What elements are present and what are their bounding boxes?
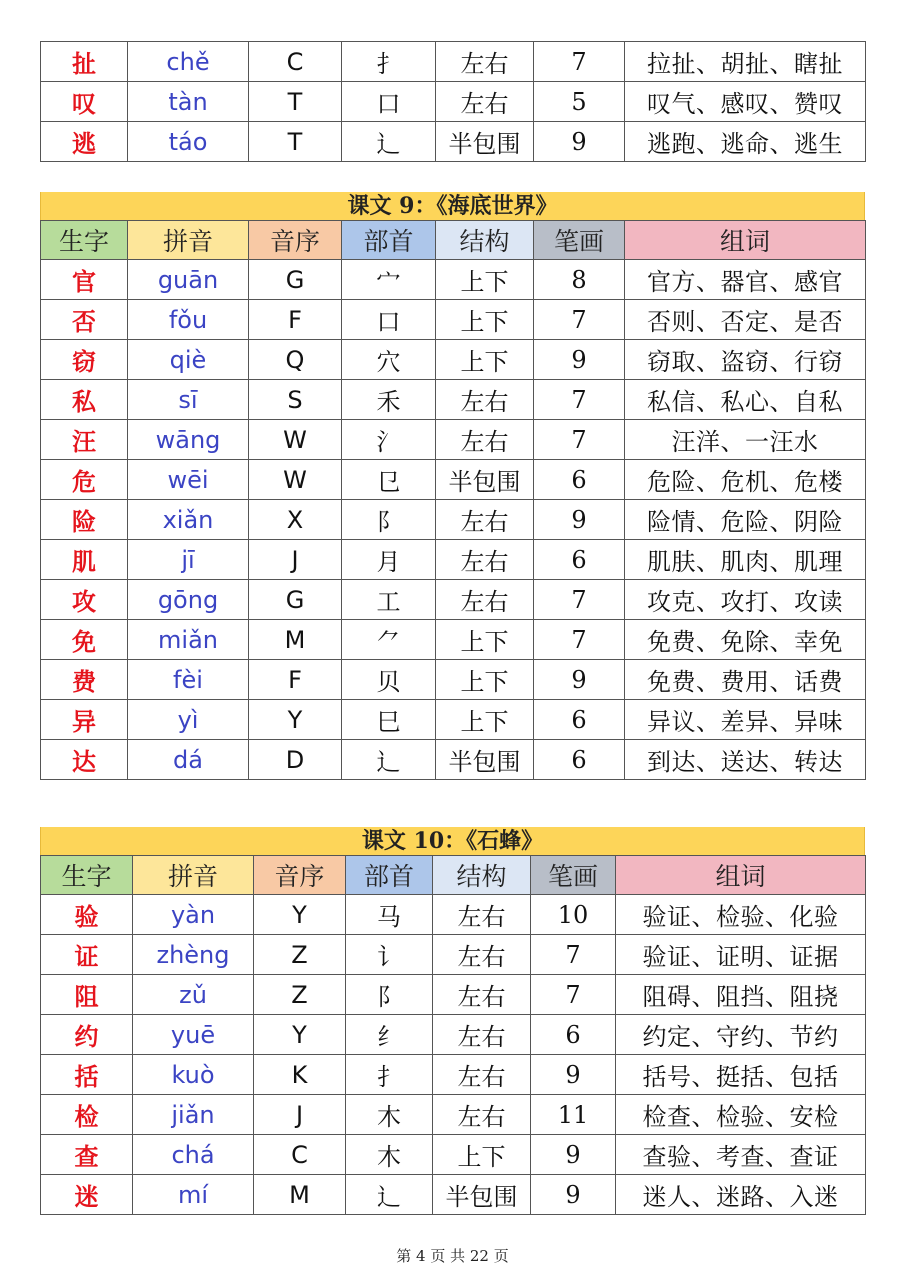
strokes-cell: 7 xyxy=(534,620,625,660)
words-cell: 检查、检验、安检 xyxy=(616,1095,866,1135)
header-radical: 部首 xyxy=(342,221,436,260)
radical-cell: 木 xyxy=(346,1095,433,1135)
lesson9-row xyxy=(41,340,866,380)
structure-cell: 左右 xyxy=(433,1095,531,1135)
lesson9-row xyxy=(41,420,866,460)
char-cell: 汪 xyxy=(41,420,128,460)
strokes-cell: 6 xyxy=(534,740,625,780)
top-table xyxy=(40,41,866,162)
strokes-cell: 7 xyxy=(534,380,625,420)
char-cell: 检 xyxy=(41,1095,133,1135)
radical-cell: 马 xyxy=(346,895,433,935)
pinyin-cell: kuò xyxy=(133,1055,254,1095)
pinyin-cell: táo xyxy=(128,122,249,162)
structure-cell: 半包围 xyxy=(436,740,534,780)
pinyin-cell: gōng xyxy=(128,580,249,620)
strokes-cell: 8 xyxy=(534,260,625,300)
order-cell: Q xyxy=(249,340,342,380)
strokes-cell: 6 xyxy=(531,1015,616,1055)
pinyin-cell: jī xyxy=(128,540,249,580)
words-cell: 括号、挺括、包括 xyxy=(616,1055,866,1095)
structure-cell: 半包围 xyxy=(436,122,534,162)
radical-cell: 口 xyxy=(342,300,436,340)
lesson9-row xyxy=(41,740,866,780)
pinyin-cell: guān xyxy=(128,260,249,300)
pinyin-cell: chě xyxy=(128,42,249,82)
char-cell: 阻 xyxy=(41,975,133,1015)
radical-cell: 禾 xyxy=(342,380,436,420)
words-cell: 验证、检验、化验 xyxy=(616,895,866,935)
pinyin-cell: miǎn xyxy=(128,620,249,660)
words-cell: 否则、否定、是否 xyxy=(625,300,866,340)
order-cell: Y xyxy=(249,700,342,740)
words-cell: 阻碍、阻挡、阻挠 xyxy=(616,975,866,1015)
lesson10-row xyxy=(41,935,866,975)
order-cell: Y xyxy=(254,1015,346,1055)
strokes-cell: 7 xyxy=(534,580,625,620)
lesson10-title: 课文 10：《石蜂》 xyxy=(40,827,865,855)
words-cell: 免费、免除、幸免 xyxy=(625,620,866,660)
structure-cell: 上下 xyxy=(436,300,534,340)
lesson10-row xyxy=(41,1095,866,1135)
strokes-cell: 9 xyxy=(534,340,625,380)
lesson9-row xyxy=(41,460,866,500)
pinyin-cell: dá xyxy=(128,740,249,780)
radical-cell: 月 xyxy=(342,540,436,580)
char-cell: 官 xyxy=(41,260,128,300)
lesson9-row xyxy=(41,260,866,300)
radical-cell: 工 xyxy=(342,580,436,620)
header-pinyin: 拼音 xyxy=(128,221,249,260)
order-cell: Y xyxy=(254,895,346,935)
words-cell: 险情、危险、阴险 xyxy=(625,500,866,540)
words-cell: 汪洋、一汪水 xyxy=(625,420,866,460)
structure-cell: 左右 xyxy=(433,1015,531,1055)
strokes-cell: 11 xyxy=(531,1095,616,1135)
words-cell: 免费、费用、话费 xyxy=(625,660,866,700)
order-cell: M xyxy=(249,620,342,660)
pinyin-cell: qiè xyxy=(128,340,249,380)
pinyin-cell: tàn xyxy=(128,82,249,122)
strokes-cell: 6 xyxy=(534,700,625,740)
pinyin-cell: sī xyxy=(128,380,249,420)
words-cell: 攻克、攻打、攻读 xyxy=(625,580,866,620)
radical-cell: 讠 xyxy=(346,935,433,975)
top-table-row xyxy=(41,122,866,162)
pinyin-cell: mí xyxy=(133,1175,254,1215)
order-cell: D xyxy=(249,740,342,780)
header-strokes: 笔画 xyxy=(531,856,616,895)
words-cell: 窃取、盗窃、行窃 xyxy=(625,340,866,380)
structure-cell: 上下 xyxy=(436,700,534,740)
char-cell: 私 xyxy=(41,380,128,420)
header-words: 组词 xyxy=(625,221,866,260)
structure-cell: 左右 xyxy=(436,500,534,540)
char-cell: 窃 xyxy=(41,340,128,380)
char-cell: 免 xyxy=(41,620,128,660)
char-cell: 扯 xyxy=(41,42,128,82)
order-cell: X xyxy=(249,500,342,540)
header-strokes: 笔画 xyxy=(534,221,625,260)
char-cell: 括 xyxy=(41,1055,133,1095)
strokes-cell: 6 xyxy=(534,540,625,580)
structure-cell: 左右 xyxy=(433,895,531,935)
structure-cell: 上下 xyxy=(436,660,534,700)
words-cell: 逃跑、逃命、逃生 xyxy=(625,122,866,162)
lesson10-row xyxy=(41,1175,866,1215)
char-cell: 险 xyxy=(41,500,128,540)
order-cell: T xyxy=(249,82,342,122)
char-cell: 叹 xyxy=(41,82,128,122)
radical-cell: 辶 xyxy=(342,740,436,780)
words-cell: 拉扯、胡扯、瞎扯 xyxy=(625,42,866,82)
structure-cell: 上下 xyxy=(436,620,534,660)
header-char: 生字 xyxy=(41,856,133,895)
radical-cell: 巳 xyxy=(342,700,436,740)
char-cell: 约 xyxy=(41,1015,133,1055)
header-words: 组词 xyxy=(616,856,866,895)
pinyin-cell: yuē xyxy=(133,1015,254,1055)
lesson9-title: 课文 9：《海底世界》 xyxy=(40,192,865,220)
strokes-cell: 7 xyxy=(534,300,625,340)
lesson9-row xyxy=(41,580,866,620)
pinyin-cell: fèi xyxy=(128,660,249,700)
words-cell: 查验、考查、查证 xyxy=(616,1135,866,1175)
order-cell: S xyxy=(249,380,342,420)
char-cell: 迷 xyxy=(41,1175,133,1215)
pinyin-cell: fǒu xyxy=(128,300,249,340)
pinyin-cell: xiǎn xyxy=(128,500,249,540)
order-cell: J xyxy=(254,1095,346,1135)
order-cell: C xyxy=(249,42,342,82)
radical-cell: 穴 xyxy=(342,340,436,380)
structure-cell: 左右 xyxy=(436,82,534,122)
radical-cell: 阝 xyxy=(346,975,433,1015)
strokes-cell: 6 xyxy=(534,460,625,500)
header-pinyin: 拼音 xyxy=(133,856,254,895)
page-footer: 第 4 页 共 22 页 xyxy=(396,1247,509,1265)
structure-cell: 左右 xyxy=(436,380,534,420)
lesson9-row xyxy=(41,500,866,540)
order-cell: F xyxy=(249,660,342,700)
header-char: 生字 xyxy=(41,221,128,260)
lesson9-row xyxy=(41,300,866,340)
words-cell: 异议、差异、异味 xyxy=(625,700,866,740)
pinyin-cell: wēi xyxy=(128,460,249,500)
words-cell: 叹气、感叹、赞叹 xyxy=(625,82,866,122)
words-cell: 到达、送达、转达 xyxy=(625,740,866,780)
order-cell: K xyxy=(254,1055,346,1095)
strokes-cell: 9 xyxy=(534,500,625,540)
radical-cell: 贝 xyxy=(342,660,436,700)
order-cell: G xyxy=(249,260,342,300)
words-cell: 危险、危机、危楼 xyxy=(625,460,866,500)
structure-cell: 左右 xyxy=(436,420,534,460)
strokes-cell: 9 xyxy=(534,660,625,700)
structure-cell: 上下 xyxy=(436,340,534,380)
radical-cell: 㔾 xyxy=(342,460,436,500)
strokes-cell: 10 xyxy=(531,895,616,935)
pinyin-cell: wāng xyxy=(128,420,249,460)
strokes-cell: 7 xyxy=(534,420,625,460)
top-table-row xyxy=(41,42,866,82)
pinyin-cell: zǔ xyxy=(133,975,254,1015)
lesson10-header-row xyxy=(41,856,866,895)
lesson10-row xyxy=(41,975,866,1015)
structure-cell: 左右 xyxy=(433,1055,531,1095)
pinyin-cell: yàn xyxy=(133,895,254,935)
header-radical: 部首 xyxy=(346,856,433,895)
radical-cell: 辶 xyxy=(346,1175,433,1215)
strokes-cell: 9 xyxy=(531,1175,616,1215)
lesson10-table-body xyxy=(41,895,866,1215)
lesson9-row xyxy=(41,700,866,740)
words-cell: 验证、证明、证据 xyxy=(616,935,866,975)
char-cell: 达 xyxy=(41,740,128,780)
header-order: 音序 xyxy=(254,856,346,895)
words-cell: 私信、私心、自私 xyxy=(625,380,866,420)
lesson10-row xyxy=(41,895,866,935)
order-cell: C xyxy=(254,1135,346,1175)
radical-cell: 宀 xyxy=(342,260,436,300)
order-cell: W xyxy=(249,460,342,500)
char-cell: 攻 xyxy=(41,580,128,620)
pinyin-cell: chá xyxy=(133,1135,254,1175)
structure-cell: 半包围 xyxy=(433,1175,531,1215)
structure-cell: 左右 xyxy=(436,42,534,82)
top-table-body xyxy=(41,42,866,162)
structure-cell: 左右 xyxy=(436,580,534,620)
char-cell: 肌 xyxy=(41,540,128,580)
header-order: 音序 xyxy=(249,221,342,260)
char-cell: 查 xyxy=(41,1135,133,1175)
order-cell: M xyxy=(254,1175,346,1215)
lesson10-row xyxy=(41,1135,866,1175)
strokes-cell: 7 xyxy=(534,42,625,82)
lesson10-block xyxy=(40,827,865,1215)
words-cell: 官方、器官、感官 xyxy=(625,260,866,300)
header-structure: 结构 xyxy=(436,221,534,260)
order-cell: F xyxy=(249,300,342,340)
char-cell: 逃 xyxy=(41,122,128,162)
strokes-cell: 9 xyxy=(534,122,625,162)
strokes-cell: 7 xyxy=(531,935,616,975)
lesson10-row xyxy=(41,1015,866,1055)
pinyin-cell: yì xyxy=(128,700,249,740)
order-cell: J xyxy=(249,540,342,580)
structure-cell: 左右 xyxy=(436,540,534,580)
words-cell: 迷人、迷路、入迷 xyxy=(616,1175,866,1215)
char-cell: 费 xyxy=(41,660,128,700)
lesson10-table xyxy=(40,855,866,1215)
pinyin-cell: jiǎn xyxy=(133,1095,254,1135)
words-cell: 肌肤、肌肉、肌理 xyxy=(625,540,866,580)
lesson9-table-body xyxy=(41,260,866,780)
header-structure: 结构 xyxy=(433,856,531,895)
structure-cell: 上下 xyxy=(436,260,534,300)
lesson9-row xyxy=(41,660,866,700)
top-table-row xyxy=(41,82,866,122)
structure-cell: 左右 xyxy=(433,935,531,975)
lesson9-row xyxy=(41,380,866,420)
radical-cell: ⺈ xyxy=(342,620,436,660)
structure-cell: 左右 xyxy=(433,975,531,1015)
radical-cell: 扌 xyxy=(342,42,436,82)
order-cell: T xyxy=(249,122,342,162)
strokes-cell: 7 xyxy=(531,975,616,1015)
structure-cell: 半包围 xyxy=(436,460,534,500)
lesson9-header-row xyxy=(41,221,866,260)
radical-cell: 口 xyxy=(342,82,436,122)
lesson9-row xyxy=(41,540,866,580)
lesson10-row xyxy=(41,1055,866,1095)
order-cell: Z xyxy=(254,975,346,1015)
radical-cell: 木 xyxy=(346,1135,433,1175)
char-cell: 验 xyxy=(41,895,133,935)
order-cell: G xyxy=(249,580,342,620)
radical-cell: 氵 xyxy=(342,420,436,460)
order-cell: Z xyxy=(254,935,346,975)
char-cell: 异 xyxy=(41,700,128,740)
lesson9-block xyxy=(40,192,865,780)
lesson9-row xyxy=(41,620,866,660)
lesson9-table xyxy=(40,220,866,780)
char-cell: 危 xyxy=(41,460,128,500)
radical-cell: 阝 xyxy=(342,500,436,540)
top-table-block xyxy=(40,41,865,162)
words-cell: 约定、守约、节约 xyxy=(616,1015,866,1055)
strokes-cell: 9 xyxy=(531,1135,616,1175)
char-cell: 否 xyxy=(41,300,128,340)
radical-cell: 辶 xyxy=(342,122,436,162)
strokes-cell: 9 xyxy=(531,1055,616,1095)
pinyin-cell: zhèng xyxy=(133,935,254,975)
radical-cell: 扌 xyxy=(346,1055,433,1095)
structure-cell: 上下 xyxy=(433,1135,531,1175)
order-cell: W xyxy=(249,420,342,460)
strokes-cell: 5 xyxy=(534,82,625,122)
char-cell: 证 xyxy=(41,935,133,975)
radical-cell: 纟 xyxy=(346,1015,433,1055)
